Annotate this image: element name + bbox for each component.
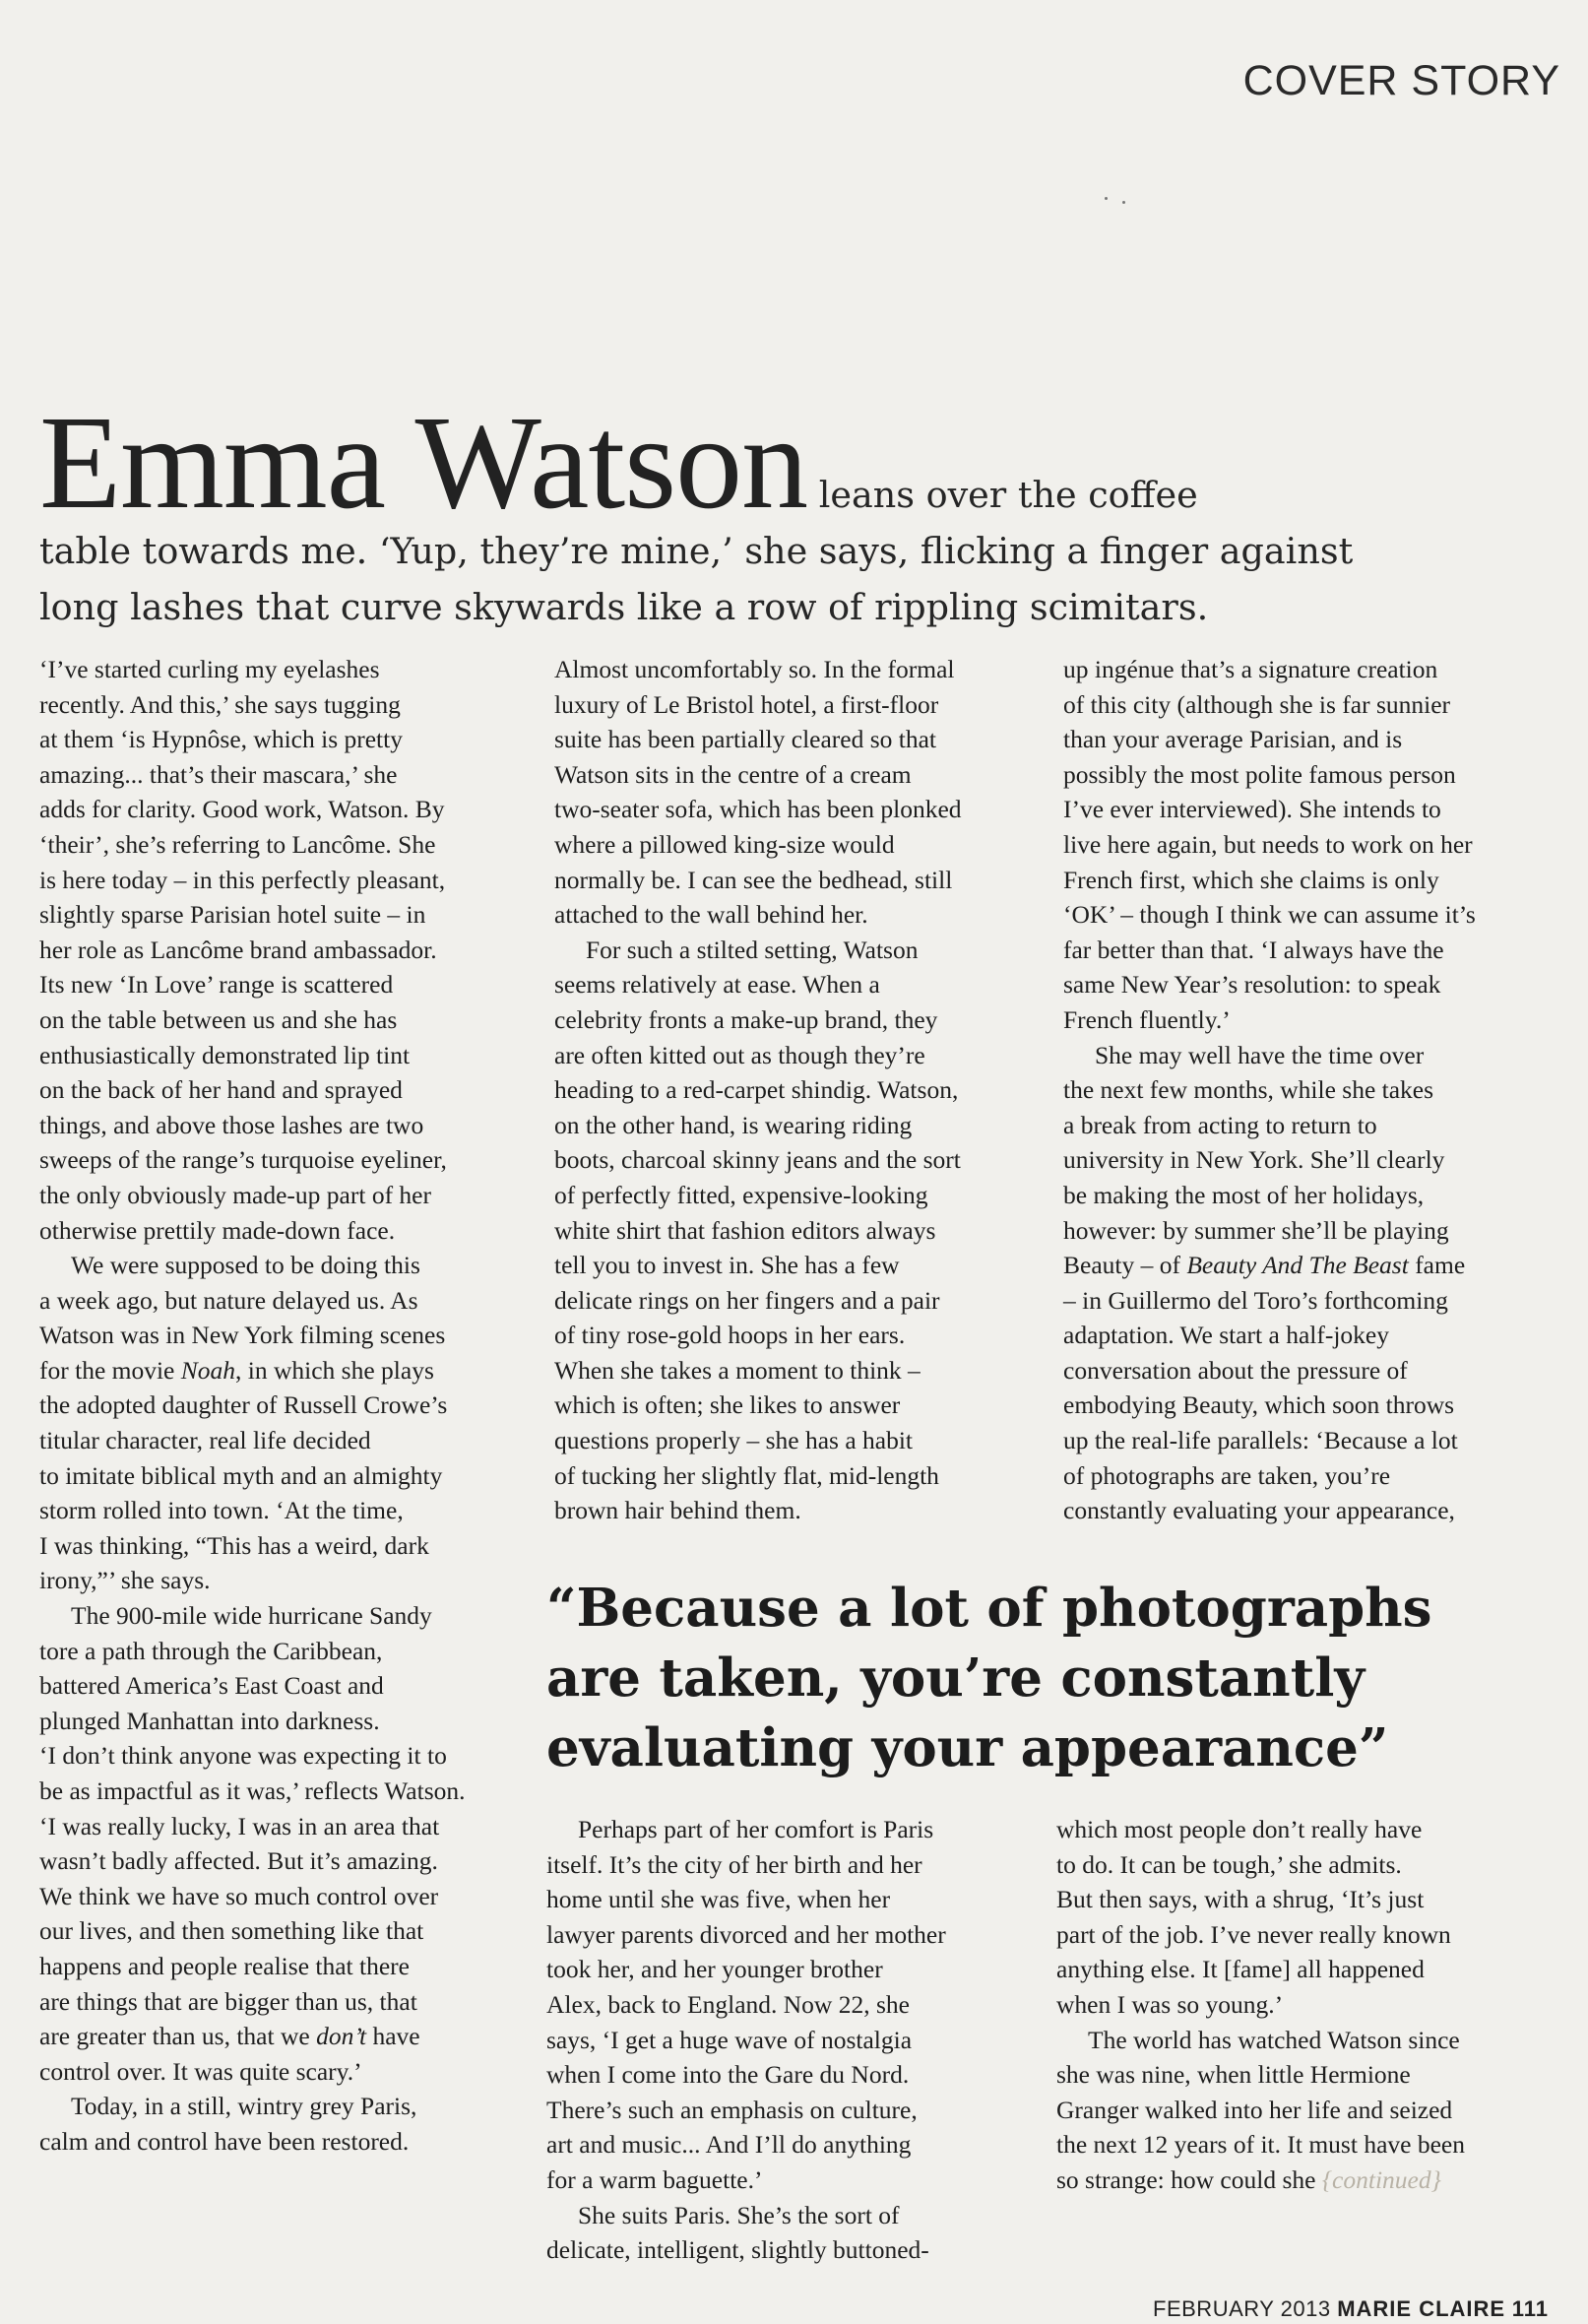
body-text: are greater than us, that we (39, 2022, 317, 2051)
page-footer (1153, 2296, 1549, 2322)
body-line: says, ‘I get a huge wave of nostalgia (546, 2025, 913, 2054)
body-line: university in New York. She’ll clearly (1063, 1145, 1445, 1175)
body-line: be as impactful as it was,’ reflects Watson. (39, 1776, 466, 1805)
intro-line: long lashes that curve skywards like a row of rippling scimitars. (39, 586, 1209, 628)
body-line: I’ve ever interviewed). She intends to (1063, 795, 1441, 824)
body-line: the next 12 years of it. It must have been (1056, 2130, 1465, 2160)
body-line: tell you to invest in. She has a few (554, 1251, 900, 1280)
body-line: – in Guillermo del Toro’s forthcoming (1063, 1285, 1448, 1315)
body-line: delicate rings on her fingers and a pair (554, 1285, 940, 1315)
body-text: for the movie (39, 1355, 181, 1385)
body-line: of tucking her slightly flat, mid-length (554, 1460, 939, 1490)
body-line: a break from acting to return to (1063, 1110, 1377, 1139)
body-line: which is often; she likes to answer (554, 1390, 901, 1420)
body-line: of tiny rose-gold hoops in her ears. (554, 1321, 906, 1350)
body-line: adaptation. We start a half-jokey (1063, 1321, 1389, 1350)
body-line: ‘I’ve started curling my eyelashes (39, 655, 380, 683)
body-line: itself. It’s the city of her birth and her (546, 1849, 922, 1879)
body-line: her role as Lancôme brand ambassador. (39, 935, 437, 964)
body-line: same New Year’s resolution: to speak (1063, 970, 1441, 1000)
body-line: to imitate biblical myth and an almighty (39, 1460, 443, 1490)
body-column-2 (554, 652, 962, 1528)
body-line: wasn’t badly affected. But it’s amazing. (39, 1846, 438, 1876)
body-line: Alex, back to England. Now 22, she (546, 1989, 910, 2019)
body-line (1056, 2163, 1465, 2198)
body-line: than your average Parisian, and is (1063, 725, 1403, 754)
body-line: French fluently.’ (1063, 1004, 1231, 1034)
intro-line: table towards me. ‘Yup, they’re mine,’ she says, flicking a finger against (39, 530, 1354, 572)
intro-line: leans over the coffee (807, 474, 1198, 516)
body-line: The world has watched Watson since (1088, 2025, 1460, 2054)
body-column-3 (1063, 652, 1476, 1528)
article-intro (39, 389, 1556, 635)
body-line: she was nine, when little Hermione (1056, 2060, 1411, 2090)
body-line: a week ago, but nature delayed us. As (39, 1285, 418, 1315)
body-line: tore a path through the Caribbean, (39, 1636, 383, 1665)
body-line: is here today – in this perfectly pleasant, (39, 865, 446, 894)
body-line: where a pillowed king-size would (554, 829, 895, 859)
body-line: two-seater sofa, which has been plonked (554, 795, 962, 824)
page-number: 111 (1511, 2296, 1549, 2321)
body-line: conversation about the pressure of (1063, 1355, 1408, 1385)
print-speck (1122, 201, 1125, 204)
body-line: constantly evaluating your appearance, (1063, 1496, 1455, 1525)
body-line: questions properly – she has a habit (554, 1426, 914, 1455)
body-line: There’s such an emphasis on culture, (546, 2095, 918, 2124)
body-line (1063, 1248, 1476, 1283)
body-line: French first, which she claims is only (1063, 865, 1439, 894)
body-line: amazing... that’s their mascara,’ she (39, 759, 398, 789)
body-line: When she takes a moment to think – (554, 1355, 921, 1385)
body-line: art and music... And I’ll do anything (546, 2130, 912, 2160)
pull-quote-line (546, 1713, 1541, 1783)
body-line: Today, in a still, wintry grey Paris, (71, 2092, 417, 2121)
close-quote-mark: ” (1358, 1717, 1389, 1778)
body-line: luxury of Le Bristol hotel, a first-floor (554, 689, 939, 719)
body-line: for a warm baguette.’ (546, 2164, 763, 2194)
body-line: of photographs are taken, you’re (1063, 1460, 1391, 1490)
open-quote-mark: “ (546, 1578, 577, 1639)
body-line: heading to a red-carpet shindig. Watson, (554, 1075, 959, 1105)
body-line: slightly sparse Parisian hotel suite – in (39, 900, 426, 930)
body-text: have (366, 2022, 420, 2051)
body-line: control over. It was quite scary.’ (39, 2056, 362, 2086)
body-line: Perhaps part of her comfort is Paris (578, 1815, 934, 1843)
body-line (39, 1353, 466, 1388)
body-line: The 900-mile wide hurricane Sandy (71, 1601, 432, 1631)
body-line: Granger walked into her life and seized (1056, 2095, 1453, 2124)
pull-quote-line (546, 1574, 1541, 1644)
body-line: at them ‘is Hypnôse, which is pretty (39, 725, 403, 754)
body-line: Watson was in New York filming scenes (39, 1321, 446, 1350)
body-line: white shirt that fashion editors always (554, 1215, 936, 1245)
pull-quote-line: are taken, you’re constantly (546, 1647, 1366, 1709)
body-line: sweeps of the range’s turquoise eyeliner, (39, 1145, 447, 1175)
body-line: ‘I was really lucky, I was in an area that (39, 1811, 440, 1840)
body-line: are often kitted out as though they’re (554, 1040, 925, 1069)
body-line: boots, charcoal skinny jeans and the sort (554, 1145, 961, 1175)
body-line: calm and control have been restored. (39, 2126, 410, 2156)
body-line: on the table between us and she has (39, 1004, 398, 1034)
body-line: happens and people realise that there (39, 1951, 410, 1980)
body-line: possibly the most polite famous person (1063, 759, 1456, 789)
body-line: far better than that. ‘I always have the (1063, 935, 1444, 964)
body-line: normally be. I can see the bedhead, still (554, 865, 953, 894)
body-line: when I was so young.’ (1056, 1989, 1284, 2019)
body-line: lawyer parents divorced and her mother (546, 1919, 946, 1949)
body-line: live here again, but needs to work on her (1063, 829, 1473, 859)
body-text: , in which she plays (235, 1355, 434, 1385)
body-column-1 (39, 652, 466, 2160)
body-line: suite has been partially cleared so that (554, 725, 937, 754)
body-line: on the other hand, is wearing riding (554, 1110, 913, 1139)
body-line: She may well have the time over (1095, 1040, 1425, 1069)
film-title: Noah (180, 1355, 236, 1385)
body-line: recently. And this,’ she says tugging (39, 689, 401, 719)
body-line: of this city (although she is far sunnier (1063, 689, 1451, 719)
body-line: battered America’s East Coast and (39, 1671, 384, 1701)
body-line: I was thinking, “This has a weird, dark (39, 1530, 429, 1560)
body-line: anything else. It [fame] all happened (1056, 1955, 1425, 1984)
body-line: the adopted daughter of Russell Crowe’s (39, 1390, 448, 1420)
body-column-5 (1056, 1812, 1465, 2198)
body-line: be making the most of her holidays, (1063, 1180, 1425, 1209)
body-line: of perfectly fitted, expensive-looking (554, 1180, 928, 1209)
body-line: But then says, with a shrug, ‘It’s just (1056, 1885, 1425, 1914)
body-line: delicate, intelligent, slightly buttoned- (546, 2235, 929, 2265)
continued-marker: {continued} (1321, 2164, 1441, 2194)
body-line: celebrity fronts a make-up brand, they (554, 1004, 938, 1034)
body-line: part of the job. I’ve never really known (1056, 1919, 1451, 1949)
body-line: however: by summer she’ll be playing (1063, 1215, 1449, 1245)
body-line: plunged Manhattan into darkness. (39, 1706, 380, 1735)
body-line: storm rolled into town. ‘At the time, (39, 1496, 404, 1525)
body-line: things, and above those lashes are two (39, 1110, 424, 1139)
magazine-name: MARIE CLAIRE (1337, 2296, 1506, 2321)
body-line: adds for clarity. Good work, Watson. By (39, 795, 445, 824)
body-line: seems relatively at ease. When a (554, 970, 880, 1000)
body-line: Almost uncomfortably so. In the formal (554, 655, 955, 683)
body-line: We were supposed to be doing this (71, 1251, 420, 1280)
body-line: Its new ‘In Love’ range is scattered (39, 970, 394, 1000)
body-line: ‘their’, she’s referring to Lancôme. She (39, 829, 436, 859)
body-line: Watson sits in the centre of a cream (554, 759, 912, 789)
headline-name: Emma Watson (39, 389, 808, 537)
body-line: She suits Paris. She’s the sort of (578, 2200, 900, 2229)
body-line: For such a stilted setting, Watson (586, 935, 919, 964)
body-line: We think we have so much control over (39, 1881, 439, 1910)
pull-quote-text: Because a lot of photographs (576, 1578, 1432, 1639)
body-line: ‘OK’ – though I think we can assume it’s (1063, 900, 1476, 930)
film-title: Beauty And The Beast (1186, 1251, 1409, 1280)
body-line: on the back of her hand and sprayed (39, 1075, 403, 1105)
body-line: otherwise prettily made-down face. (39, 1215, 396, 1245)
body-line: brown hair behind them. (554, 1496, 801, 1525)
body-text: fame (1408, 1251, 1466, 1280)
issue-date: FEBRUARY 2013 (1153, 2296, 1331, 2321)
body-line: which most people don’t really have (1056, 1815, 1423, 1843)
emphasis: don’t (316, 2022, 367, 2051)
pull-quote-text: evaluating your appearance (546, 1717, 1359, 1778)
body-text: so strange: how could she (1056, 2164, 1322, 2194)
body-line: up the real-life parallels: ‘Because a lot (1063, 1426, 1458, 1455)
body-line: to do. It can be tough,’ she admits. (1056, 1849, 1402, 1879)
print-speck (1105, 197, 1108, 200)
body-column-4 (546, 1812, 946, 2268)
body-line: titular character, real life decided (39, 1426, 371, 1455)
body-line: ‘I don’t think anyone was expecting it to (39, 1741, 447, 1771)
body-line: enthusiastically demonstrated lip tint (39, 1040, 411, 1069)
pull-quote (546, 1574, 1541, 1783)
body-line: home until she was five, when her (546, 1885, 891, 1914)
body-line: when I come into the Gare du Nord. (546, 2060, 910, 2090)
body-line: took her, and her younger brother (546, 1955, 883, 1984)
body-line: the next few months, while she takes (1063, 1075, 1434, 1105)
body-line: up ingénue that’s a signature creation (1063, 655, 1438, 683)
body-line (39, 2019, 466, 2054)
body-line: embodying Beauty, which soon throws (1063, 1390, 1455, 1420)
body-line: our lives, and then something like that (39, 1916, 424, 1946)
body-line: are things that are bigger than us, that (39, 1986, 417, 2016)
section-label: COVER STORY (1242, 57, 1560, 104)
body-line: the only obviously made-up part of her (39, 1180, 431, 1209)
body-line: attached to the wall behind her. (554, 900, 868, 930)
body-line: irony,”’ she says. (39, 1566, 211, 1595)
body-text: Beauty – of (1063, 1251, 1187, 1280)
